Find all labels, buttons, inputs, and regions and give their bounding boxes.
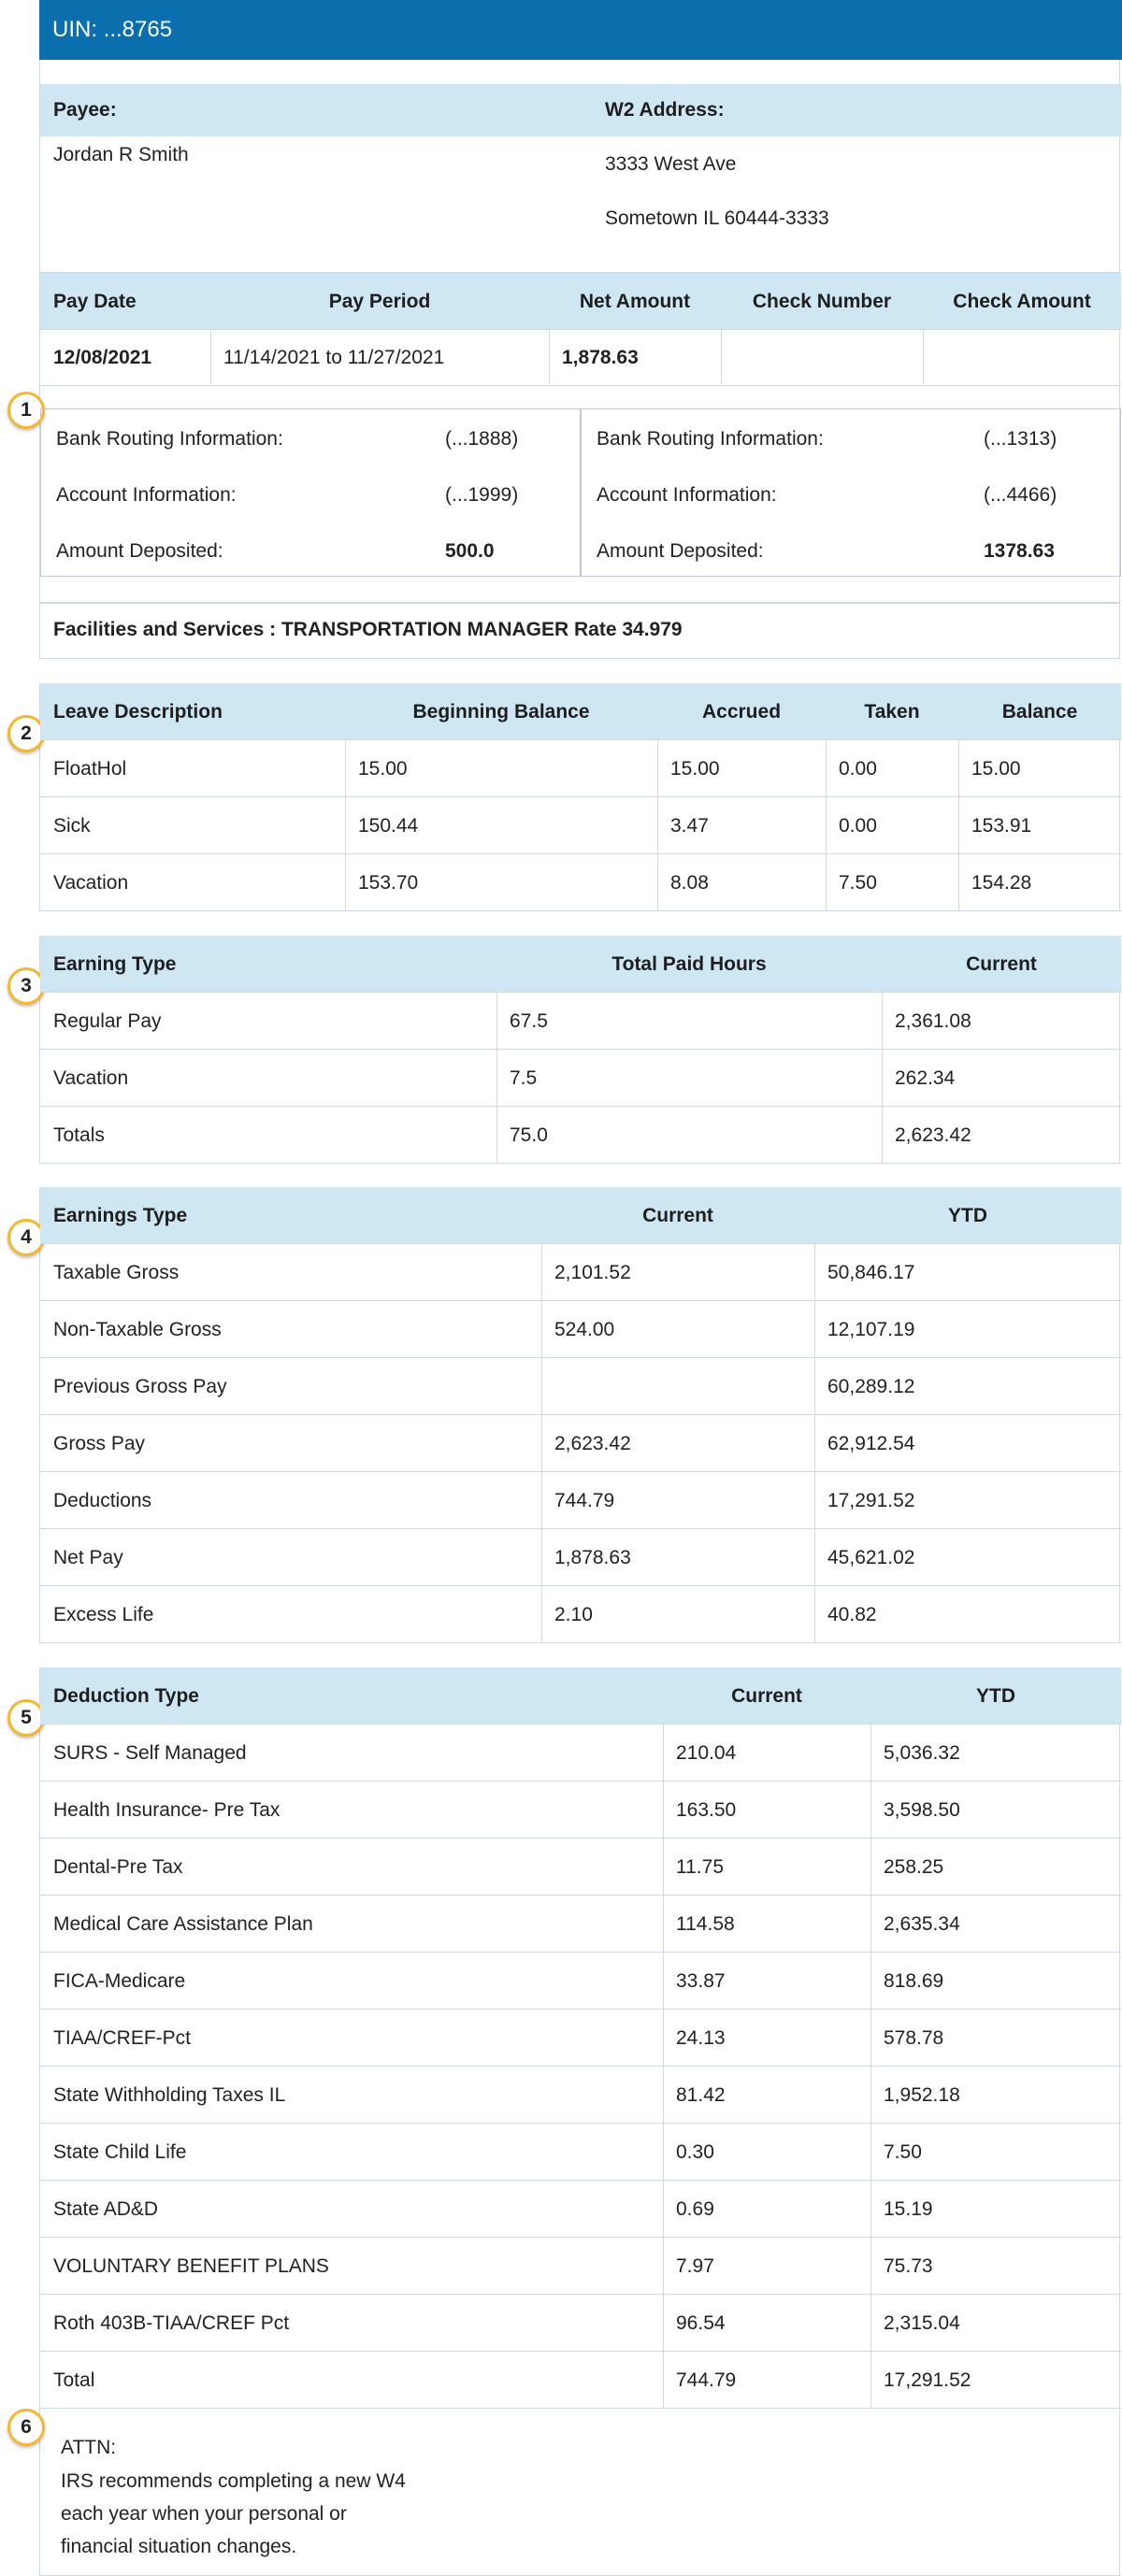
bank-account-1	[40, 408, 581, 577]
earning-type-header	[40, 936, 1121, 993]
table-cell: 67.5	[510, 1009, 548, 1032]
table-cell: 15.00	[670, 757, 720, 780]
table-row	[40, 2010, 1121, 2067]
table-cell: 62,912.54	[827, 1432, 915, 1454]
section-badge-2: 2	[7, 715, 45, 752]
table-cell: 40.82	[827, 1603, 877, 1625]
table-cell: 60,289.12	[827, 1375, 915, 1397]
table-cell: 1,952.18	[884, 2083, 960, 2106]
check-amount	[923, 330, 1121, 386]
cell-divider	[663, 2352, 664, 2409]
table-cell: FloatHol	[53, 757, 127, 780]
earning-type-header-col-0: Earning Type	[53, 952, 177, 975]
table-cell: State Withholding Taxes IL	[53, 2083, 286, 2106]
cell-divider	[882, 1050, 883, 1107]
table-cell: SURS - Self Managed	[53, 1741, 247, 1764]
pay-stub	[21, 0, 1122, 2576]
header-check-number: Check Number	[752, 290, 892, 312]
table-cell: 50,846.17	[827, 1261, 915, 1283]
table-cell: State AD&D	[53, 2197, 159, 2220]
uin-header	[39, 0, 1122, 60]
pay-period: 11/14/2021 to 11/27/2021	[223, 347, 445, 368]
table-cell: 15.19	[884, 2197, 933, 2220]
cell-divider	[663, 2181, 664, 2238]
table-cell: 2,623.42	[895, 1123, 971, 1146]
cell-divider	[870, 1782, 871, 1839]
address-line-1: 3333 West Ave	[605, 153, 737, 175]
cell-divider	[541, 1358, 542, 1415]
pay-date: 12/08/2021	[53, 347, 152, 368]
account-value-1: (...1999)	[445, 484, 519, 506]
table-cell: 5,036.32	[884, 1741, 960, 1764]
payee-name: Jordan R Smith	[53, 144, 189, 165]
bank-routing-label-1: Bank Routing Information:	[56, 428, 283, 450]
deduction-header-col-1: Current	[731, 1684, 802, 1707]
table-cell: 0.00	[839, 814, 877, 837]
table-cell: 578.78	[884, 2026, 944, 2049]
table-cell: Vacation	[53, 871, 129, 894]
table-row	[40, 1107, 1121, 1164]
earning-type-table	[21, 936, 1120, 1164]
payee-header-row	[40, 84, 1121, 136]
table-cell: 0.69	[676, 2197, 714, 2220]
cell-divider	[814, 1472, 815, 1529]
table-cell: 210.04	[676, 1741, 737, 1764]
cell-divider	[826, 740, 827, 797]
cell-divider	[870, 2067, 871, 2124]
cell-divider	[814, 1244, 815, 1301]
table-cell: 17,291.52	[827, 1489, 915, 1511]
table-row	[40, 797, 1121, 854]
table-cell: 7.97	[676, 2254, 714, 2277]
cell-divider	[870, 2295, 871, 2352]
payee-section	[39, 60, 1120, 273]
deposited-value-1: 500.0	[445, 540, 495, 562]
deduction-header	[40, 1667, 1121, 1724]
table-cell: 2,101.52	[554, 1261, 631, 1283]
table-row	[40, 2352, 1121, 2409]
position-title: Facilities and Services : TRANSPORTATION MANAGER Rate 34.979	[53, 619, 683, 640]
cell-divider	[663, 2124, 664, 2181]
table-row	[40, 740, 1121, 797]
cell-divider	[541, 1415, 542, 1472]
cell-divider	[663, 1953, 664, 2010]
pay-summary-row	[40, 330, 1121, 386]
cell-divider	[657, 740, 658, 797]
cell-divider	[882, 993, 883, 1050]
deposited-value-2: 1378.63	[984, 540, 1055, 562]
attn-line-2: each year when your personal or	[61, 2503, 347, 2525]
bank-account-2	[581, 408, 1121, 577]
cell-divider	[496, 1050, 497, 1107]
table-cell: State Child Life	[53, 2140, 187, 2163]
header-check-amount: Check Amount	[953, 290, 1091, 312]
cell-divider	[826, 797, 827, 854]
table-cell: 163.50	[676, 1798, 737, 1821]
cell-divider	[541, 1472, 542, 1529]
table-cell: 1,878.63	[554, 1546, 631, 1568]
table-row	[40, 1529, 1121, 1586]
table-cell: Roth 403B-TIAA/CREF Pct	[53, 2311, 290, 2334]
table-cell: 3.47	[670, 814, 709, 837]
table-row	[40, 2295, 1121, 2352]
deduction-header-col-0: Deduction Type	[53, 1684, 199, 1707]
table-cell: Vacation	[53, 1066, 129, 1089]
cell-divider	[870, 1953, 871, 2010]
table-cell: 0.00	[839, 757, 877, 780]
bank-deposit-section	[21, 386, 1120, 603]
w2-address-label: W2 Address:	[605, 99, 725, 121]
header-pay-date: Pay Date	[53, 290, 137, 312]
account-value-2: (...4466)	[984, 484, 1057, 506]
cell-divider	[345, 740, 346, 797]
table-cell	[541, 1358, 814, 1415]
table-cell: 2,315.04	[884, 2311, 960, 2334]
table-cell: 154.28	[971, 871, 1032, 894]
table-cell: 2,623.42	[554, 1432, 631, 1454]
table-cell: 153.91	[971, 814, 1032, 837]
table-cell: FICA-Medicare	[53, 1969, 186, 1992]
cell-divider	[958, 854, 959, 911]
table-cell: 818.69	[884, 1969, 944, 1992]
table-row	[40, 1472, 1121, 1529]
leave-header-col-2: Accrued	[701, 700, 782, 723]
attn-section	[21, 2409, 1120, 2576]
section-badge-1: 1	[7, 392, 45, 429]
leave-header-col-4: Balance	[1001, 700, 1078, 723]
position-section	[39, 603, 1120, 659]
cell-divider	[870, 1839, 871, 1896]
cell-divider	[345, 854, 346, 911]
leave-header-col-3: Taken	[864, 700, 920, 723]
attn-line-1: IRS recommends completing a new W4	[61, 2470, 406, 2492]
table-cell: VOLUNTARY BENEFIT PLANS	[53, 2254, 329, 2277]
payee-label: Payee:	[53, 99, 117, 121]
table-cell: Regular Pay	[53, 1009, 162, 1032]
earnings-summary-header-col-0: Earnings Type	[53, 1204, 188, 1226]
table-cell: Totals	[53, 1123, 105, 1146]
account-label-1: Account Information:	[56, 484, 237, 506]
table-row	[40, 993, 1121, 1050]
table-row	[40, 1896, 1121, 1953]
table-cell: Taxable Gross	[53, 1261, 180, 1283]
table-cell: Non-Taxable Gross	[53, 1318, 222, 1340]
table-cell: 744.79	[554, 1489, 615, 1511]
cell-divider	[870, 1896, 871, 1953]
table-row	[40, 1953, 1121, 2010]
account-label-2: Account Information:	[597, 484, 777, 506]
leave-balance-table	[21, 683, 1120, 911]
bank-routing-value-1: (...1888)	[445, 428, 519, 450]
table-row	[40, 2124, 1121, 2181]
table-cell: 2.10	[554, 1603, 593, 1625]
earnings-summary-table	[21, 1187, 1120, 1643]
table-cell: 45,621.02	[827, 1546, 915, 1568]
cell-divider	[541, 1244, 542, 1301]
leave-header-col-1: Beginning Balance	[412, 700, 590, 723]
attn-title: ATTN:	[61, 2437, 117, 2458]
bank-routing-label-2: Bank Routing Information:	[597, 428, 824, 450]
deduction-header-col-2: YTD	[976, 1684, 1015, 1707]
section-badge-3: 3	[7, 967, 45, 1005]
table-cell: 744.79	[676, 2368, 737, 2391]
table-row	[40, 1415, 1121, 1472]
cell-divider	[870, 2352, 871, 2409]
table-cell: 258.25	[884, 1855, 944, 1878]
table-cell: 7.5	[510, 1066, 538, 1089]
table-cell: 2,635.34	[884, 1912, 960, 1935]
section-badge-6: 6	[7, 2409, 45, 2446]
cell-divider	[663, 2067, 664, 2124]
table-row	[40, 1724, 1121, 1782]
cell-divider	[958, 740, 959, 797]
cell-divider	[882, 1107, 883, 1164]
cell-divider	[814, 1586, 815, 1643]
bank-routing-value-2: (...1313)	[984, 428, 1057, 450]
pay-summary-table	[39, 273, 1120, 386]
cell-divider	[814, 1529, 815, 1586]
cell-divider	[541, 1529, 542, 1586]
table-cell: 15.00	[358, 757, 408, 780]
table-cell: Health Insurance- Pre Tax	[53, 1798, 280, 1821]
net-amount: 1,878.63	[562, 347, 639, 368]
table-cell: 11.75	[676, 1855, 724, 1878]
leave-header	[40, 683, 1121, 740]
cell-divider	[870, 2181, 871, 2238]
table-cell: 15.00	[971, 757, 1021, 780]
table-cell: 75.73	[884, 2254, 933, 2277]
table-row	[40, 1782, 1121, 1839]
address-line-2: Sometown IL 60444-3333	[605, 208, 829, 229]
table-cell: Sick	[53, 814, 91, 837]
cell-divider	[657, 854, 658, 911]
table-cell: 8.08	[670, 871, 709, 894]
table-cell: Gross Pay	[53, 1432, 146, 1454]
table-cell: 153.70	[358, 871, 419, 894]
table-row	[40, 854, 1121, 911]
cell-divider	[663, 1782, 664, 1839]
section-badge-4: 4	[7, 1219, 45, 1256]
table-row	[40, 2067, 1121, 2124]
cell-divider	[814, 1358, 815, 1415]
table-cell: 262.34	[895, 1066, 956, 1089]
pay-summary-header	[40, 273, 1121, 330]
table-cell: 12,107.19	[827, 1318, 915, 1340]
table-cell: TIAA/CREF-Pct	[53, 2026, 192, 2049]
cell-divider	[541, 1586, 542, 1643]
table-row	[40, 1839, 1121, 1896]
cell-divider	[870, 2124, 871, 2181]
cell-divider	[814, 1301, 815, 1358]
table-cell: 7.50	[839, 871, 877, 894]
cell-divider	[657, 797, 658, 854]
cell-divider	[496, 993, 497, 1050]
table-cell: 150.44	[358, 814, 419, 837]
check-number	[721, 330, 923, 386]
header-pay-period: Pay Period	[328, 290, 431, 312]
earnings-summary-header-col-1: Current	[642, 1204, 713, 1226]
table-cell: 2,361.08	[895, 1009, 971, 1032]
earning-type-header-col-2: Current	[966, 952, 1037, 975]
cell-divider	[814, 1415, 815, 1472]
leave-header-col-0: Leave Description	[53, 700, 223, 723]
cell-divider	[496, 1107, 497, 1164]
table-row	[40, 1301, 1121, 1358]
table-cell: 24.13	[676, 2026, 726, 2049]
table-cell: Net Pay	[53, 1546, 123, 1568]
table-cell: 3,598.50	[884, 1798, 960, 1821]
table-cell: 75.0	[510, 1123, 548, 1146]
cell-divider	[826, 854, 827, 911]
table-cell: 17,291.52	[884, 2368, 971, 2391]
cell-divider	[663, 2010, 664, 2067]
table-cell: 81.42	[676, 2083, 726, 2106]
deductions-table	[21, 1667, 1120, 2409]
table-cell: 114.58	[676, 1912, 735, 1935]
earnings-summary-header	[40, 1187, 1121, 1244]
cell-divider	[663, 2238, 664, 2295]
cell-divider	[663, 1724, 664, 1782]
table-cell: 96.54	[676, 2311, 726, 2334]
table-row	[40, 1586, 1121, 1643]
attn-line-3: financial situation changes.	[61, 2536, 297, 2557]
table-row	[40, 2181, 1121, 2238]
table-cell: 33.87	[676, 1969, 726, 1992]
cell-divider	[663, 1839, 664, 1896]
table-cell: 524.00	[554, 1318, 615, 1340]
table-cell: Medical Care Assistance Plan	[53, 1912, 313, 1935]
table-cell: Excess Life	[53, 1603, 154, 1625]
cell-divider	[870, 2238, 871, 2295]
table-cell: Total	[53, 2368, 95, 2391]
cell-divider	[663, 1896, 664, 1953]
table-row	[40, 2238, 1121, 2295]
earnings-summary-header-col-2: YTD	[948, 1204, 987, 1226]
table-cell: Dental-Pre Tax	[53, 1855, 183, 1878]
cell-divider	[663, 2295, 664, 2352]
cell-divider	[870, 1724, 871, 1782]
cell-divider	[870, 2010, 871, 2067]
table-cell: 0.30	[676, 2140, 714, 2163]
header-net-amount: Net Amount	[579, 290, 691, 312]
table-cell: Deductions	[53, 1489, 152, 1511]
cell-divider	[345, 797, 346, 854]
table-cell: 7.50	[884, 2140, 922, 2163]
earning-type-header-col-1: Total Paid Hours	[611, 952, 767, 975]
table-row	[40, 1358, 1121, 1415]
table-row	[40, 1244, 1121, 1301]
cell-divider	[541, 1301, 542, 1358]
deposited-label-1: Amount Deposited:	[56, 540, 223, 562]
table-cell: Previous Gross Pay	[53, 1375, 227, 1397]
cell-divider	[958, 797, 959, 854]
uin-text: UIN: ...8765	[52, 17, 173, 42]
table-row	[40, 1050, 1121, 1107]
section-badge-5: 5	[7, 1699, 45, 1737]
deposited-label-2: Amount Deposited:	[597, 540, 764, 562]
